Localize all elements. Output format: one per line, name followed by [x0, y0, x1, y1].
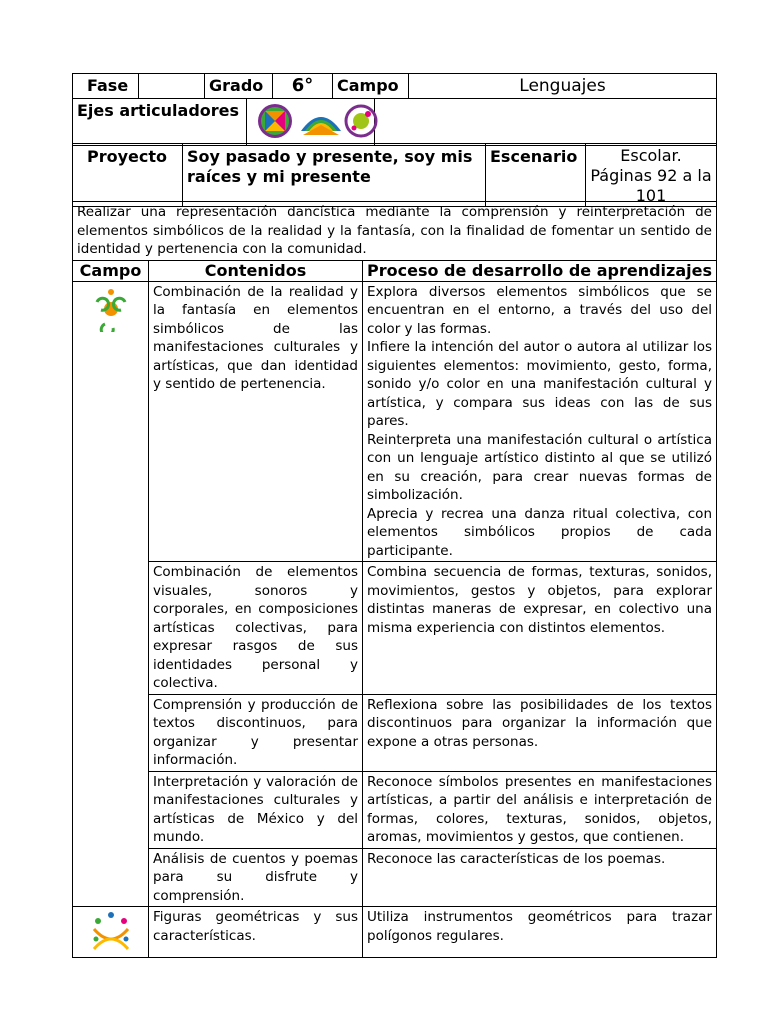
ejes-icons [247, 99, 375, 146]
fase-label: Fase [73, 74, 139, 99]
ejes-label: Ejes articuladores [73, 99, 247, 146]
proceso-4: Reconoce símbolos presentes en manifestaciones artísticas, a partir del análisis e interpretación de formas, colores, texturas, sonidos, objetos, aromas, movimientos y gestos, que contienen. [363, 771, 717, 848]
contenido-2: Combinación de elementos visuales, sonoros y corporales, en composiciones artísticas colectivas, para expresar rasgos de sus identidades personal y colectiva. [149, 562, 363, 695]
inclusion-icon [258, 104, 292, 138]
campo-icon-cell-2 [73, 907, 149, 958]
contenido-3: Comprensión y producción de textos discontinuos, para organizar y presentar información. [149, 694, 363, 771]
grado-label: Grado [205, 74, 273, 99]
campo-icon-cell [73, 281, 149, 907]
proceso-2: Combina secuencia de formas, texturas, sonidos, movimientos, gestos y objetos, para explorar distintas maneras de expresar, en colectivo una misma experiencia con distintos elementos. [363, 562, 717, 695]
contenido-5: Análisis de cuentos y poemas para su disfrute y comprensión. [149, 848, 363, 907]
escenario-label: Escenario [486, 144, 586, 207]
header-campo: Campo [73, 260, 149, 281]
proyecto-table [72, 143, 717, 207]
proyecto-label: Proyecto [73, 144, 183, 207]
escenario-value: Escolar. Páginas 92 a la 101 [586, 144, 717, 207]
grado-value: 6° [273, 74, 333, 99]
proceso-6: Utiliza instrumentos geométricos para trazar polígonos regulares. [363, 907, 717, 958]
proyecto-title: Soy pasado y presente, soy mis raíces y mi presente [183, 144, 486, 207]
ejes-empty [375, 99, 717, 146]
main-table [72, 201, 717, 958]
proceso-3: Reflexiona sobre las posibilidades de los textos discontinuos para organizar la información que expone a otras personas. [363, 694, 717, 771]
header-table [72, 73, 717, 99]
contenido-6: Figuras geométricas y sus características. [149, 907, 363, 958]
interculturalidad-icon [301, 117, 341, 135]
contenido-4: Interpretación y valoración de manifestaciones culturales y artísticas de México y del mundo. [149, 771, 363, 848]
proceso-1: Explora diversos elementos simbólicos que se encuentran en el entorno, a través del uso del color y las formas. Infiere la intención del autor o autora al utilizar los siguientes elementos: movimiento, gesto, forma, sonido y/o color en una manifestación cultural y artística, y compara sus ideas con las de sus pares. Reinterpreta una manifestación cultural o artística con un lenguaje artístico distinto al que se utilizó en su creación, para crear nuevas formas de simbolización. Aprecia y recrea una danza ritual colectiva, con elementos simbólicos propios de cada participante. [363, 281, 717, 562]
saberes-icon [86, 909, 136, 957]
campo-label: Campo [333, 74, 409, 99]
fase-value [139, 74, 205, 99]
header-proceso: Proceso de desarrollo de aprendizajes [363, 260, 717, 281]
intro-text: Realizar una representación dancística mediante la comprensión y reinterpretación de elementos simbólicos de la realidad y la fantasía, con la finalidad de fomentar un sentido de identidad y pertenencia con la comunidad. [73, 202, 717, 261]
proceso-5: Reconoce las características de los poemas. [363, 848, 717, 907]
artes-icon [346, 106, 376, 136]
contenido-1: Combinación de la realidad y la fantasía en elementos simbólicos de las manifestaciones culturales y artísticas, que dan identidad y sentido de pertenencia. [149, 281, 363, 562]
ejes-table [72, 98, 717, 146]
campo-value: Lenguajes [409, 74, 717, 99]
lenguajes-icon [87, 286, 135, 332]
header-contenidos: Contenidos [149, 260, 363, 281]
